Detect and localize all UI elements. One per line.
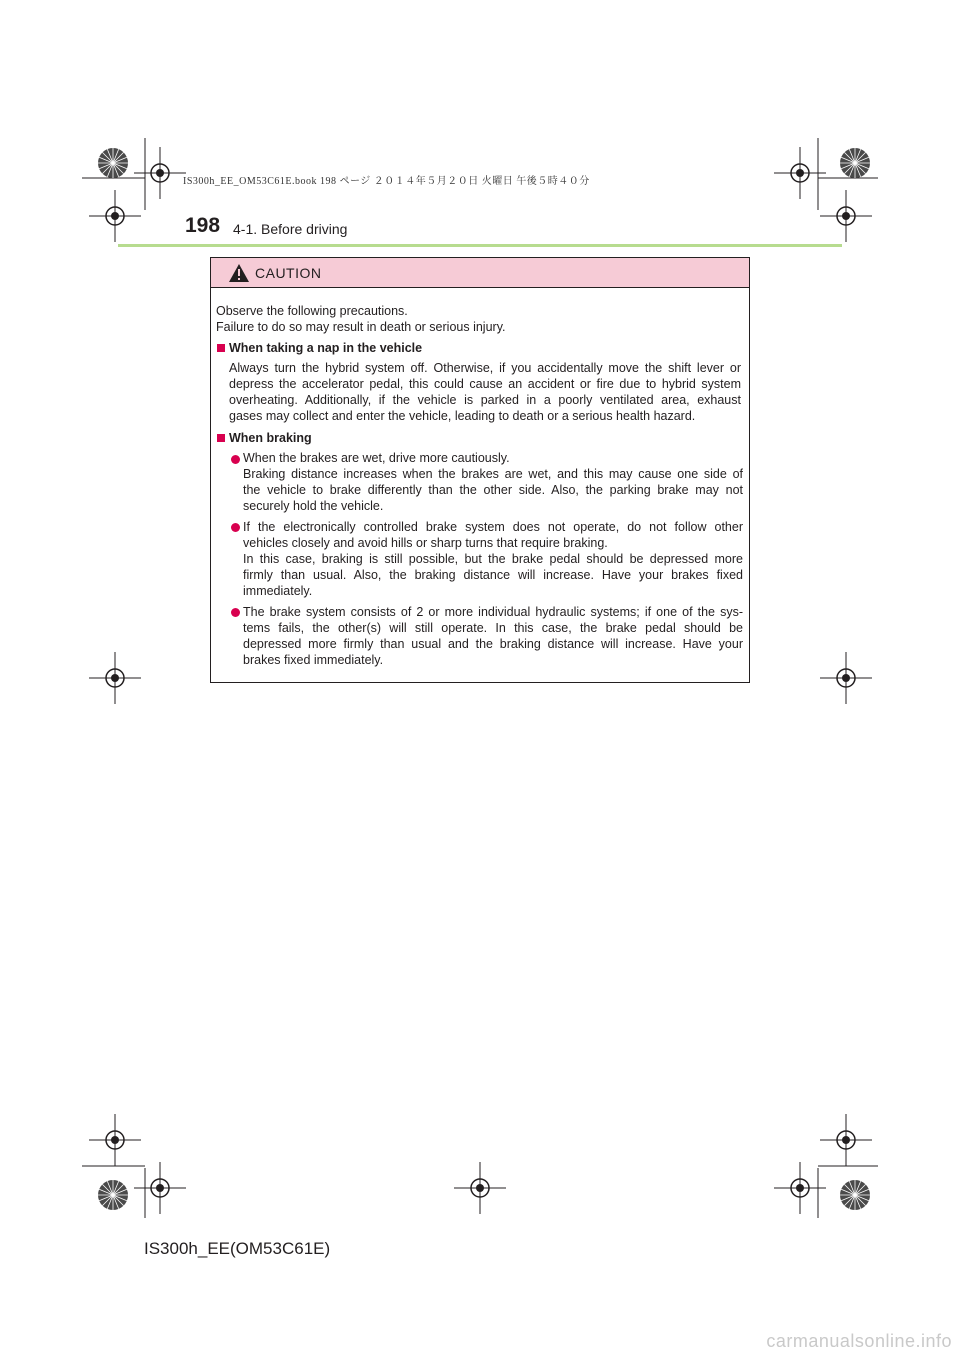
round-bullet bbox=[231, 523, 240, 532]
braking-heading: When braking bbox=[229, 431, 312, 445]
round-bullet bbox=[231, 608, 240, 617]
section-square-bullet bbox=[217, 434, 225, 442]
caution-header bbox=[211, 258, 749, 288]
manual-code: IS300h_EE(OM53C61E) bbox=[144, 1239, 331, 1258]
caution-intro-1: Observe the following precautions. bbox=[216, 304, 408, 318]
braking-b1-line: the vehicle to brake differently than the other side. Also, the parking brake may not bbox=[243, 483, 743, 497]
braking-b1-line: Braking distance increases when the brakes are wet, and this may cause one side of bbox=[243, 467, 743, 481]
braking-b3-line: brakes fixed immediately. bbox=[243, 653, 384, 667]
warning-triangle-icon bbox=[228, 263, 250, 283]
braking-b2-line: In this case, braking is still possible, but the brake pedal should be depressed more bbox=[243, 552, 743, 566]
braking-b1-line: When the brakes are wet, drive more cautiously. bbox=[243, 451, 510, 465]
braking-b3-line: depressed more firmly than usual and the braking distance will increase. Have your bbox=[243, 637, 743, 651]
nap-heading: When taking a nap in the vehicle bbox=[229, 341, 423, 355]
nap-line: overheating. Additionally, if the vehicle is parked in a poorly ventilated area, exhaust bbox=[229, 393, 741, 407]
page-number: 198 bbox=[185, 214, 221, 237]
braking-b2-line: immediately. bbox=[243, 584, 313, 598]
braking-b3-line: The brake system consists of 2 or more individual hydraulic systems; if one of the sys- bbox=[243, 605, 743, 619]
watermark: carmanualsonline.info bbox=[766, 1331, 952, 1351]
print-header: IS300h_EE_OM53C61E.book 198 ページ ２０１４年５月２０日 火曜日 午後５時４０分 bbox=[183, 176, 590, 187]
braking-b2-line: If the electronically controlled brake system does not operate, do not follow other bbox=[243, 520, 743, 534]
caution-box bbox=[210, 257, 750, 683]
round-bullet bbox=[231, 455, 240, 464]
section-title: 4-1. Before driving bbox=[233, 221, 348, 237]
braking-b2-line: firmly than usual. Also, the braking distance will increase. Have your brakes fixed bbox=[243, 568, 743, 582]
section-square-bullet bbox=[217, 344, 225, 352]
nap-line: depress the accelerator pedal, this could cause an accident or fire due to hybrid system bbox=[229, 377, 741, 391]
caution-title: CAUTION bbox=[255, 265, 322, 281]
braking-b2-line: vehicles closely and avoid hills or sharp turns that require braking. bbox=[243, 536, 608, 550]
nap-line: gases may collect and enter the vehicle, leading to death or a serious health hazard. bbox=[229, 409, 696, 423]
header-rule bbox=[118, 244, 842, 247]
braking-b3-line: tems fails, the other(s) will still operate. In this case, the brake pedal should be bbox=[243, 621, 743, 635]
braking-b1-line: securely hold the vehicle. bbox=[243, 499, 384, 513]
caution-intro-2: Failure to do so may result in death or serious injury. bbox=[216, 320, 506, 334]
nap-line: Always turn the hybrid system off. Otherwise, if you accidentally move the shift lever or bbox=[229, 361, 741, 375]
